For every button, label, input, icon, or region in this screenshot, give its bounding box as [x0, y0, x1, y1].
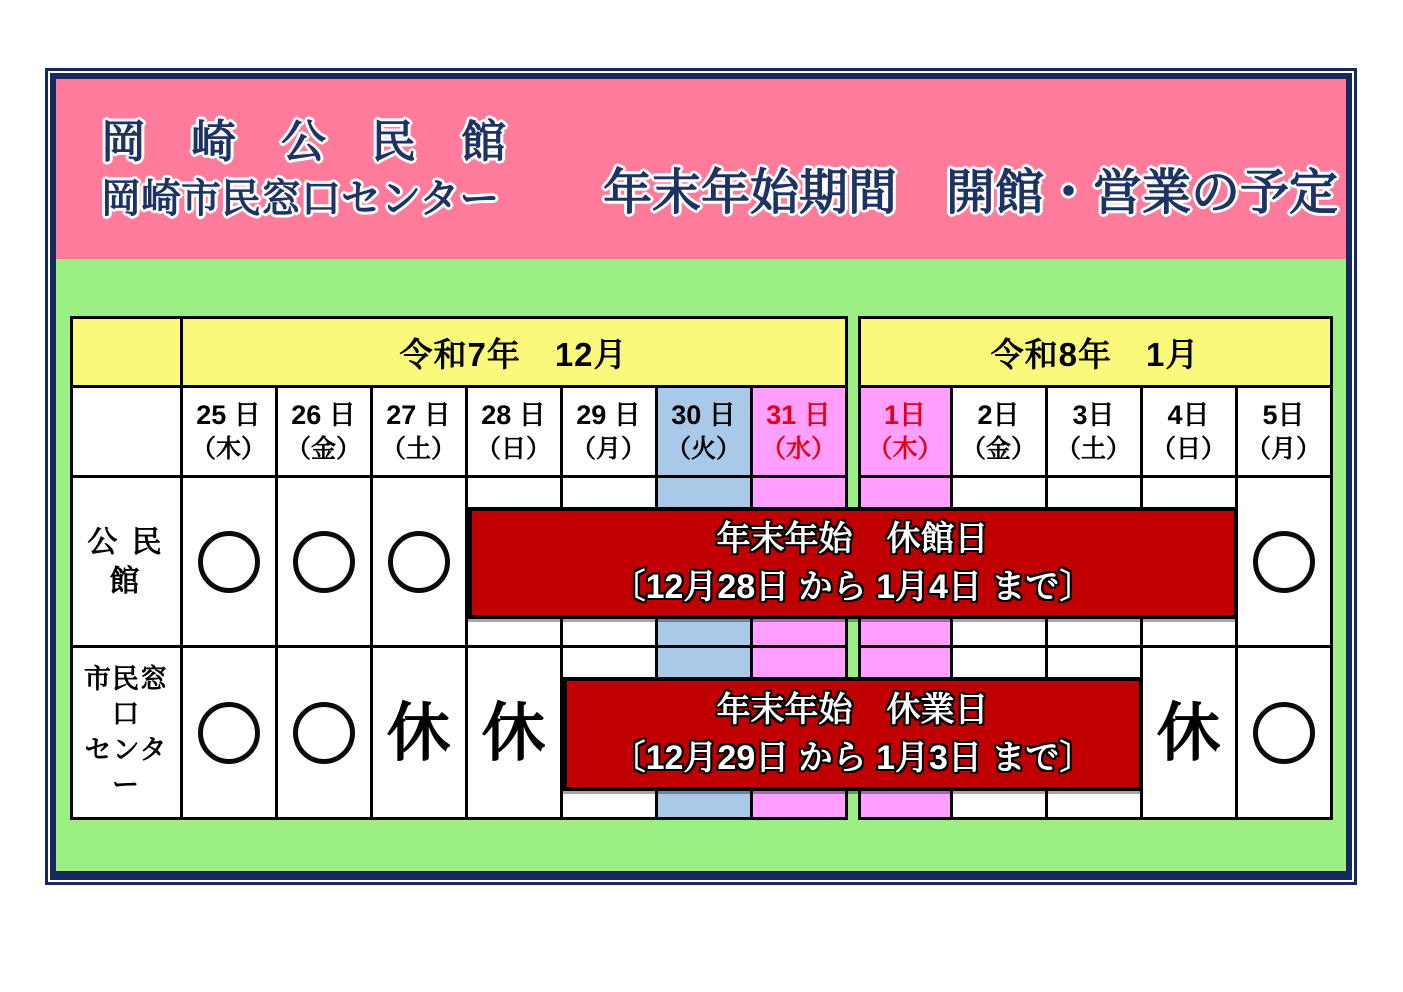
date-label: 30 日	[671, 399, 736, 430]
row-label-kominkan	[70, 478, 183, 648]
weekday-label: （木）	[867, 434, 943, 463]
weekday-label: （日）	[475, 434, 551, 463]
date-label: 31 日	[766, 399, 831, 430]
flyer	[50, 73, 1352, 880]
date-header-cell-3	[373, 388, 468, 478]
flyer-header	[56, 79, 1346, 259]
schedule-table	[70, 316, 1333, 820]
open-circle-mark	[388, 531, 450, 593]
status-cell-shimin-madoguchi-center-12	[1238, 648, 1333, 820]
date-label: 25 日	[196, 399, 261, 430]
weekday-label: （月）	[1245, 434, 1321, 463]
open-circle-mark	[198, 531, 260, 593]
open-circle-mark	[293, 702, 355, 764]
month-header-december: 令和7年 12月	[183, 316, 848, 388]
row-label-shimin-madoguchi-center	[70, 648, 183, 820]
date-header-cell-12	[1238, 388, 1333, 478]
status-cell-shimin-madoguchi-center-4	[468, 648, 563, 820]
weekday-label: （土）	[380, 434, 456, 463]
date-header-corner-cell	[70, 388, 183, 478]
date-header-cell-11	[1143, 388, 1238, 478]
weekday-label: （金）	[285, 434, 361, 463]
banner-date-range: 〔12月28日 から 1月4日 まで〕	[611, 568, 1094, 606]
date-header-cell-7	[753, 388, 848, 478]
date-label: 3日	[1072, 399, 1115, 430]
weekday-label: （金）	[960, 434, 1036, 463]
status-cell-shimin-madoguchi-center-2	[278, 648, 373, 820]
weekday-label: （木）	[190, 434, 266, 463]
date-label: 2日	[977, 399, 1020, 430]
closure-banner-kominkan	[468, 507, 1238, 619]
section-divider-gap	[848, 316, 858, 388]
date-header-cell-9	[953, 388, 1048, 478]
weekday-label: （日）	[1150, 434, 1226, 463]
closure-banner-shimin-madoguchi-center	[563, 677, 1143, 791]
flyer-body	[56, 259, 1346, 871]
date-header-cell-8	[858, 388, 953, 478]
weekday-label: （水）	[760, 434, 836, 463]
status-cell-kominkan-3	[373, 478, 468, 648]
closed-mark: 休	[481, 696, 546, 769]
weekday-label: （月）	[570, 434, 646, 463]
weekday-label: （土）	[1055, 434, 1131, 463]
weekday-label: （火）	[665, 434, 741, 463]
open-circle-mark	[198, 702, 260, 764]
organization-name-madoguchi-center: 岡崎市民窓口センター	[101, 177, 500, 222]
organization-block	[101, 114, 581, 224]
status-cell-shimin-madoguchi-center-3	[373, 648, 468, 820]
date-label: 1日	[883, 399, 927, 430]
date-label: 26 日	[291, 399, 356, 430]
status-cell-shimin-madoguchi-center-11	[1143, 648, 1238, 820]
status-cell-shimin-madoguchi-center-1	[183, 648, 278, 820]
flyer-border	[45, 68, 1357, 885]
facility-name: 公 民 館	[87, 525, 165, 598]
date-header-cell-6	[658, 388, 753, 478]
closed-mark: 休	[386, 696, 451, 769]
status-cell-kominkan-1	[183, 478, 278, 648]
closed-mark: 休	[1156, 696, 1221, 769]
date-label: 29 日	[576, 399, 641, 430]
banner-title: 年末年始 休館日	[716, 519, 989, 558]
date-header-cell-10	[1048, 388, 1143, 478]
open-circle-mark	[293, 531, 355, 593]
banner-date-range: 〔12月29日 から 1月3日 まで〕	[611, 739, 1094, 777]
date-header-cell-4	[468, 388, 563, 478]
section-divider-gap	[848, 388, 858, 478]
date-label: 27 日	[386, 399, 451, 430]
date-label: 28 日	[481, 399, 546, 430]
facility-name: 市民窓口 センター	[84, 664, 168, 800]
status-cell-kominkan-12	[1238, 478, 1333, 648]
organization-name-kominkan: 岡 崎 公 民 館	[101, 115, 507, 167]
banner-title: 年末年始 休業日	[716, 690, 989, 729]
page-title: 年末年始期間 開館・営業の予定	[603, 166, 1339, 220]
date-header-cell-5	[563, 388, 658, 478]
status-cell-kominkan-2	[278, 478, 373, 648]
open-circle-mark	[1253, 531, 1315, 593]
open-circle-mark	[1253, 702, 1315, 764]
date-header-cell-1	[183, 388, 278, 478]
date-label: 4日	[1167, 399, 1210, 430]
date-label: 5日	[1262, 399, 1305, 430]
month-header-corner-cell	[70, 316, 183, 388]
date-header-cell-2	[278, 388, 373, 478]
month-header-january: 令和8年 1月	[858, 316, 1333, 388]
